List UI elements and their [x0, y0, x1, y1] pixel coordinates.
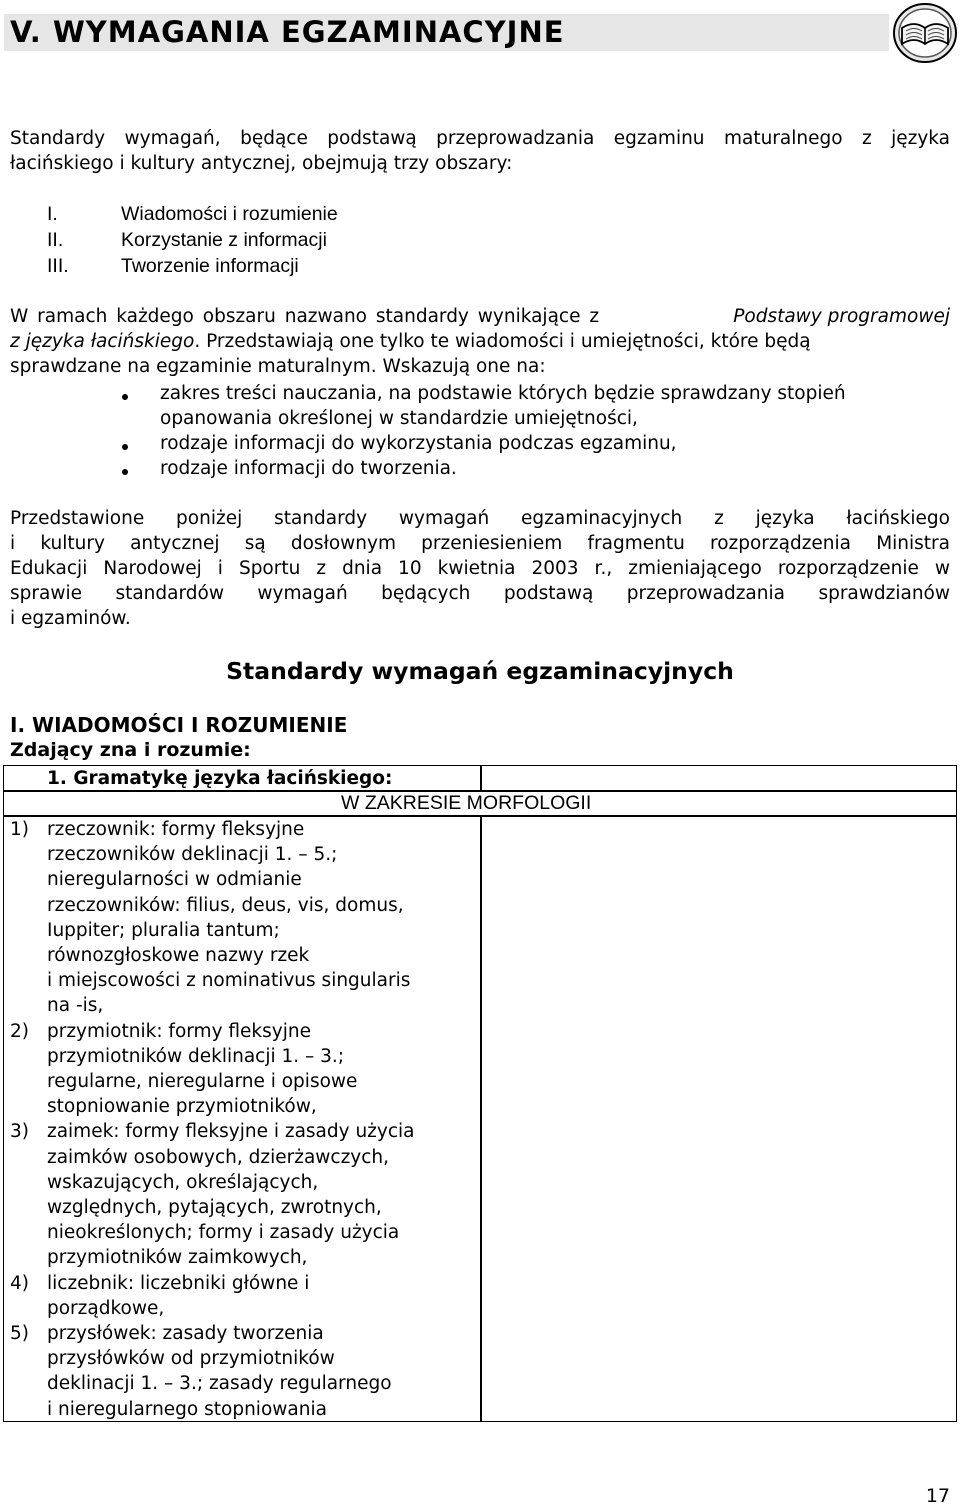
table-divider — [480, 816, 482, 1422]
para2-line-2 — [10, 329, 811, 354]
item-text-line: przymiotnik: formy fleksyjne — [47, 1020, 311, 1042]
para3-line-1: Przedstawione poniżej standardy wymagań egzaminacyjnych z języka łacińskiego — [10, 508, 950, 529]
bullet-text-2: rodzaje informacji do wykorzystania podczas egzaminu, — [160, 433, 677, 454]
item-text-line: przysłówek: zasady tworzenia — [47, 1323, 324, 1344]
item-text-line: i miejscowości z nominativus singularis — [47, 970, 411, 992]
para2-line-1-text: W ramach każdego obszaru nazwano standardy wynikające z — [10, 306, 608, 327]
para3-line-5: i egzaminów. — [10, 608, 131, 629]
item-text-line: wskazujących, określających, — [47, 1171, 319, 1193]
bullet-icon — [122, 394, 128, 400]
bullet-icon — [122, 469, 128, 475]
para3-line-3: Edukacji Narodowej i Sportu z dnia 10 kwietnia 2003 r., zmieniającego rozporządzenie w — [10, 558, 950, 579]
area-numeral-2: II. — [47, 229, 64, 251]
para2-line-2-text: . Przedstawiają one tylko te wiadomości i umiejętności, które będą — [194, 331, 811, 352]
area-numeral-1: I. — [47, 203, 58, 225]
bullet-text-3: rodzaje informacji do tworzenia. — [160, 458, 457, 479]
table-header: 1. Gramatykę języka łacińskiego: — [47, 768, 393, 789]
page-title: V. WYMAGANIA EGZAMINACYJNE — [10, 15, 565, 49]
page-number: 17 — [925, 1485, 950, 1507]
item-text-line: liczebnik: liczebniki główne i — [47, 1272, 310, 1294]
para3-line-4: sprawie standardów wymagań będących podstawą przeprowadzania sprawdzianów — [10, 583, 950, 604]
item-text-line: przysłówków od przymiotników — [47, 1348, 335, 1370]
intro-line-1: Standardy wymagań, będące podstawą przeprowadzania egzaminu maturalnego z języka — [10, 128, 950, 149]
bullet-icon — [122, 444, 128, 450]
section-heading: I. WIADOMOŚCI I ROZUMIENIE — [10, 713, 348, 737]
item-text-line: zaimków osobowych, dzierżawczych, — [47, 1146, 390, 1168]
para3-line-2: i kultury antycznej są dosłownym przeniesieniem fragmentu rozporządzenia Ministra — [10, 533, 950, 554]
area-numeral-3: III. — [47, 255, 69, 277]
item-text-line: rzeczowników: filius, deus, vis, domus, — [47, 894, 404, 916]
table-divider — [480, 765, 482, 791]
area-label-3: Tworzenie informacji — [121, 255, 299, 277]
item-text-line: regularne, nieregularne i opisowe — [47, 1071, 358, 1092]
item-number: 4) — [10, 1272, 29, 1294]
table-scope: W ZAKRESIE MORFOLOGII — [341, 792, 592, 814]
item-number: 1) — [10, 819, 29, 840]
item-text-line: na -is, — [47, 995, 104, 1017]
item-text-line: porządkowe, — [47, 1297, 165, 1319]
item-text-line: rzeczowników deklinacji 1. – 5.; — [47, 844, 338, 866]
item-text-line: stopniowanie przymiotników, — [47, 1096, 317, 1118]
item-number: 5) — [10, 1323, 29, 1344]
open-book-icon — [892, 2, 958, 64]
area-label-1: Wiadomości i rozumienie — [121, 203, 338, 225]
area-label-2: Korzystanie z informacji — [121, 229, 327, 251]
section-subheading: Zdający zna i rozumie: — [10, 739, 251, 761]
item-text-line: nieregularności w odmianie — [47, 869, 302, 891]
item-text-line: Iuppiter; pluralia tantum; — [47, 919, 280, 941]
item-text-line: przymiotników zaimkowych, — [47, 1247, 308, 1269]
item-text-line: przymiotników deklinacji 1. – 3.; — [47, 1045, 345, 1067]
item-text-line: i nieregularnego stopniowania — [47, 1398, 327, 1420]
item-text-line: względnych, pytających, zwrotnych, — [47, 1197, 382, 1218]
item-number: 3) — [10, 1121, 29, 1143]
para2-line-1 — [10, 304, 950, 329]
intro-line-2: łacińskiego i kultury antycznej, obejmują trzy obszary: — [10, 153, 513, 174]
item-number: 2) — [10, 1020, 29, 1042]
item-text-line: nieokreślonych; formy i zasady użycia — [47, 1222, 400, 1244]
para2-line-2-italic: z języka łacińskiego — [10, 331, 195, 352]
item-text-line: równozgłoskowe nazwy rzek — [47, 945, 310, 966]
item-text-line: rzeczownik: formy fleksyjne — [47, 819, 305, 840]
standards-title: Standardy wymagań egzaminacyjnych — [226, 657, 734, 685]
bullet-text-1: zakres treści nauczania, na podstawie których będzie sprawdzany stopień — [160, 383, 846, 404]
item-text-line: zaimek: formy fleksyjne i zasady użycia — [47, 1121, 415, 1143]
para2-line-3: sprawdzane na egzaminie maturalnym. Wskazują one na: — [10, 356, 546, 377]
para2-line-1-italic: Podstawy programowej — [733, 306, 950, 327]
bullet-text-1b: opanowania określonej w standardzie umiejętności, — [160, 408, 638, 429]
item-text-line: deklinacji 1. – 3.; zasady regularnego — [47, 1373, 392, 1395]
